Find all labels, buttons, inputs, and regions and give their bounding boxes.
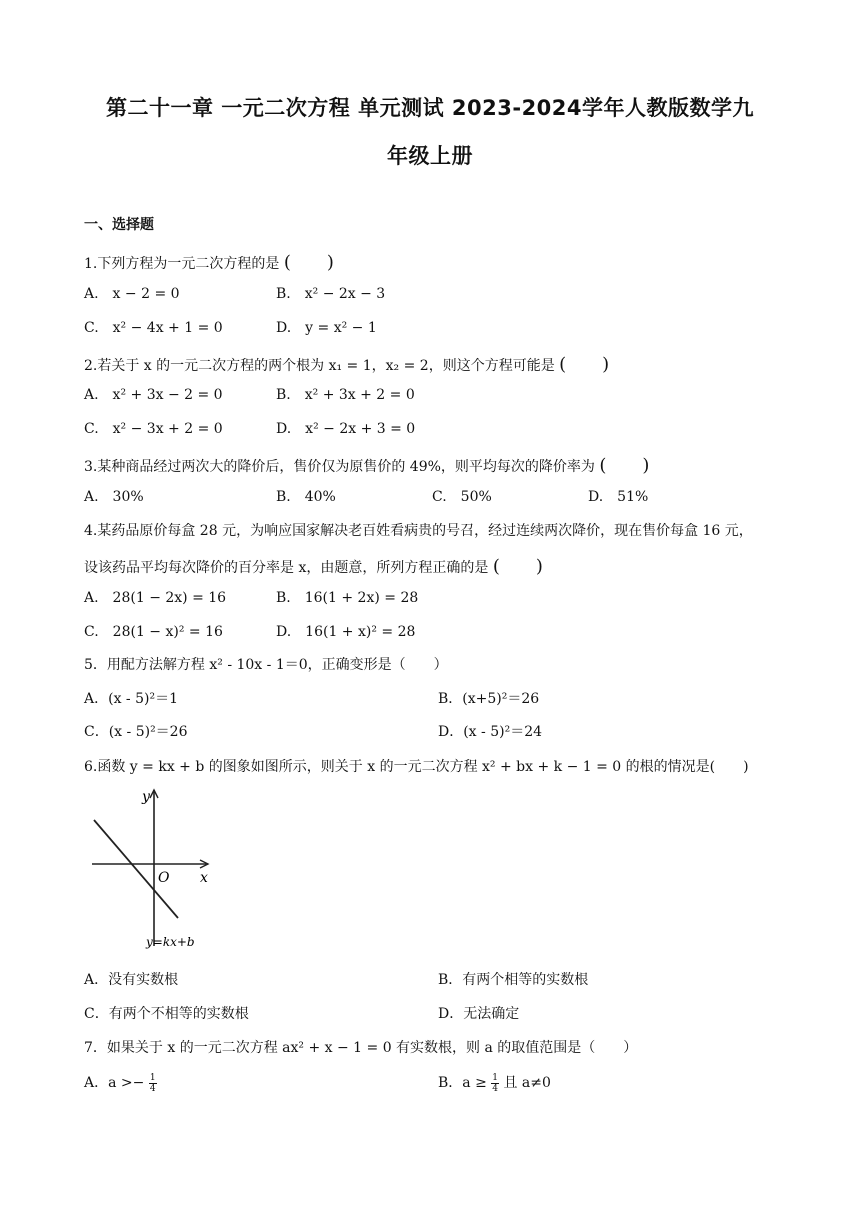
question-1-text: 1.下列方程为一元二次方程的是 <box>84 256 280 272</box>
q6-option-d: D．无法确定 <box>438 1006 520 1022</box>
question-5-stem: 5．用配方法解方程 x² - 10x - 1＝0，正确变形是（ ） <box>84 657 448 673</box>
q7-option-a <box>84 1072 157 1094</box>
question-4-stem-line2 <box>84 552 543 578</box>
q2-option-c: C. x² − 3x + 2 = 0 <box>84 421 223 437</box>
q4-option-c: C. 28(1 − x)² = 16 <box>84 624 223 640</box>
q5-option-c: C．(x - 5)²＝26 <box>84 724 188 740</box>
q2-option-d: D. x² − 2x + 3 = 0 <box>276 421 416 437</box>
graph-origin-label: O <box>158 870 170 886</box>
question-2-stem <box>84 350 609 376</box>
answer-paren: ( ) <box>599 455 650 476</box>
answer-paren: ( ) <box>283 252 334 273</box>
q7-option-b <box>438 1072 551 1094</box>
q1-option-d: D. y = x² − 1 <box>276 320 377 336</box>
fraction-denominator: 4 <box>149 1083 156 1094</box>
q4-option-d: D. 16(1 + x)² = 28 <box>276 624 416 640</box>
q4-option-a: A. 28(1 − 2x) = 16 <box>84 590 227 606</box>
q7-option-b-text: B．a ≥ <box>438 1075 487 1091</box>
linear-function-graph <box>84 786 214 952</box>
doc-title-line2: 年级上册 <box>387 144 473 168</box>
q4-option-b: B. 16(1 + 2x) = 28 <box>276 590 419 606</box>
q2-option-b: B. x² + 3x + 2 = 0 <box>276 387 415 403</box>
q6-option-b: B．有两个相等的实数根 <box>438 972 589 988</box>
graph-x-label: x <box>200 870 208 886</box>
question-1-stem <box>84 248 334 274</box>
question-4-stem-line1: 4.某药品原价每盒 28 元，为响应国家解决老百姓看病贵的号召，经过连续两次降价，现在售价每盒 16 元， <box>84 523 753 539</box>
q1-option-b: B. x² − 2x − 3 <box>276 286 386 302</box>
q3-option-d: D. 51% <box>588 489 649 505</box>
question-7-stem: 7．如果关于 x 的一元二次方程 ax² + x − 1 = 0 有实数根，则 a 的取值范围是（ ） <box>84 1040 638 1056</box>
q7-option-b-condition: 且 a≠0 <box>503 1075 551 1091</box>
fraction <box>491 1073 499 1094</box>
answer-paren: ( ) <box>492 556 543 577</box>
fraction <box>149 1073 157 1094</box>
question-3-stem <box>84 451 649 477</box>
fraction-numerator: 1 <box>492 1072 499 1083</box>
q3-option-a: A. 30% <box>84 489 144 505</box>
fraction-denominator: 4 <box>492 1083 499 1094</box>
q6-option-c: C．有两个不相等的实数根 <box>84 1006 249 1022</box>
question-3-text: 3.某种商品经过两次大的降价后，售价仅为原售价的 49%，则平均每次的降价率为 <box>84 459 595 475</box>
q5-option-d: D．(x - 5)²＝24 <box>438 724 543 740</box>
question-2-text: 2.若关于 x 的一元二次方程的两个根为 x₁ = 1，x₂ = 2，则这个方程可能是 <box>84 358 555 374</box>
q3-option-b: B. 40% <box>276 489 336 505</box>
q2-option-a: A. x² + 3x − 2 = 0 <box>84 387 223 403</box>
q5-option-a: A．(x - 5)²＝1 <box>84 691 178 707</box>
section-heading: 一、选择题 <box>84 217 154 233</box>
fraction-numerator: 1 <box>149 1072 156 1083</box>
q7-option-a-text: A．a >− <box>84 1075 145 1091</box>
q5-option-b: B．(x+5)²＝26 <box>438 691 540 707</box>
line-kx-plus-b <box>94 820 178 918</box>
q1-option-a: A. x − 2 = 0 <box>84 286 180 302</box>
question-6-stem: 6.函数 y = kx + b 的图象如图所示，则关于 x 的一元二次方程 x² + bx + k − 1 = 0 的根的情况是( ) <box>84 759 749 775</box>
q6-option-a: A．没有实数根 <box>84 972 179 988</box>
graph-y-label: y <box>142 789 150 805</box>
question-4-text: 设该药品平均每次降价的百分率是 x，由题意，所列方程正确的是 <box>84 560 489 576</box>
q3-option-c: C. 50% <box>432 489 492 505</box>
answer-paren: ( ) <box>559 354 610 375</box>
doc-title-line1: 第二十一章 一元二次方程 单元测试 2023-2024学年人教版数学九 <box>105 96 755 120</box>
q1-option-c: C. x² − 4x + 1 = 0 <box>84 320 223 336</box>
graph-caption: y=kx+b <box>146 935 195 949</box>
